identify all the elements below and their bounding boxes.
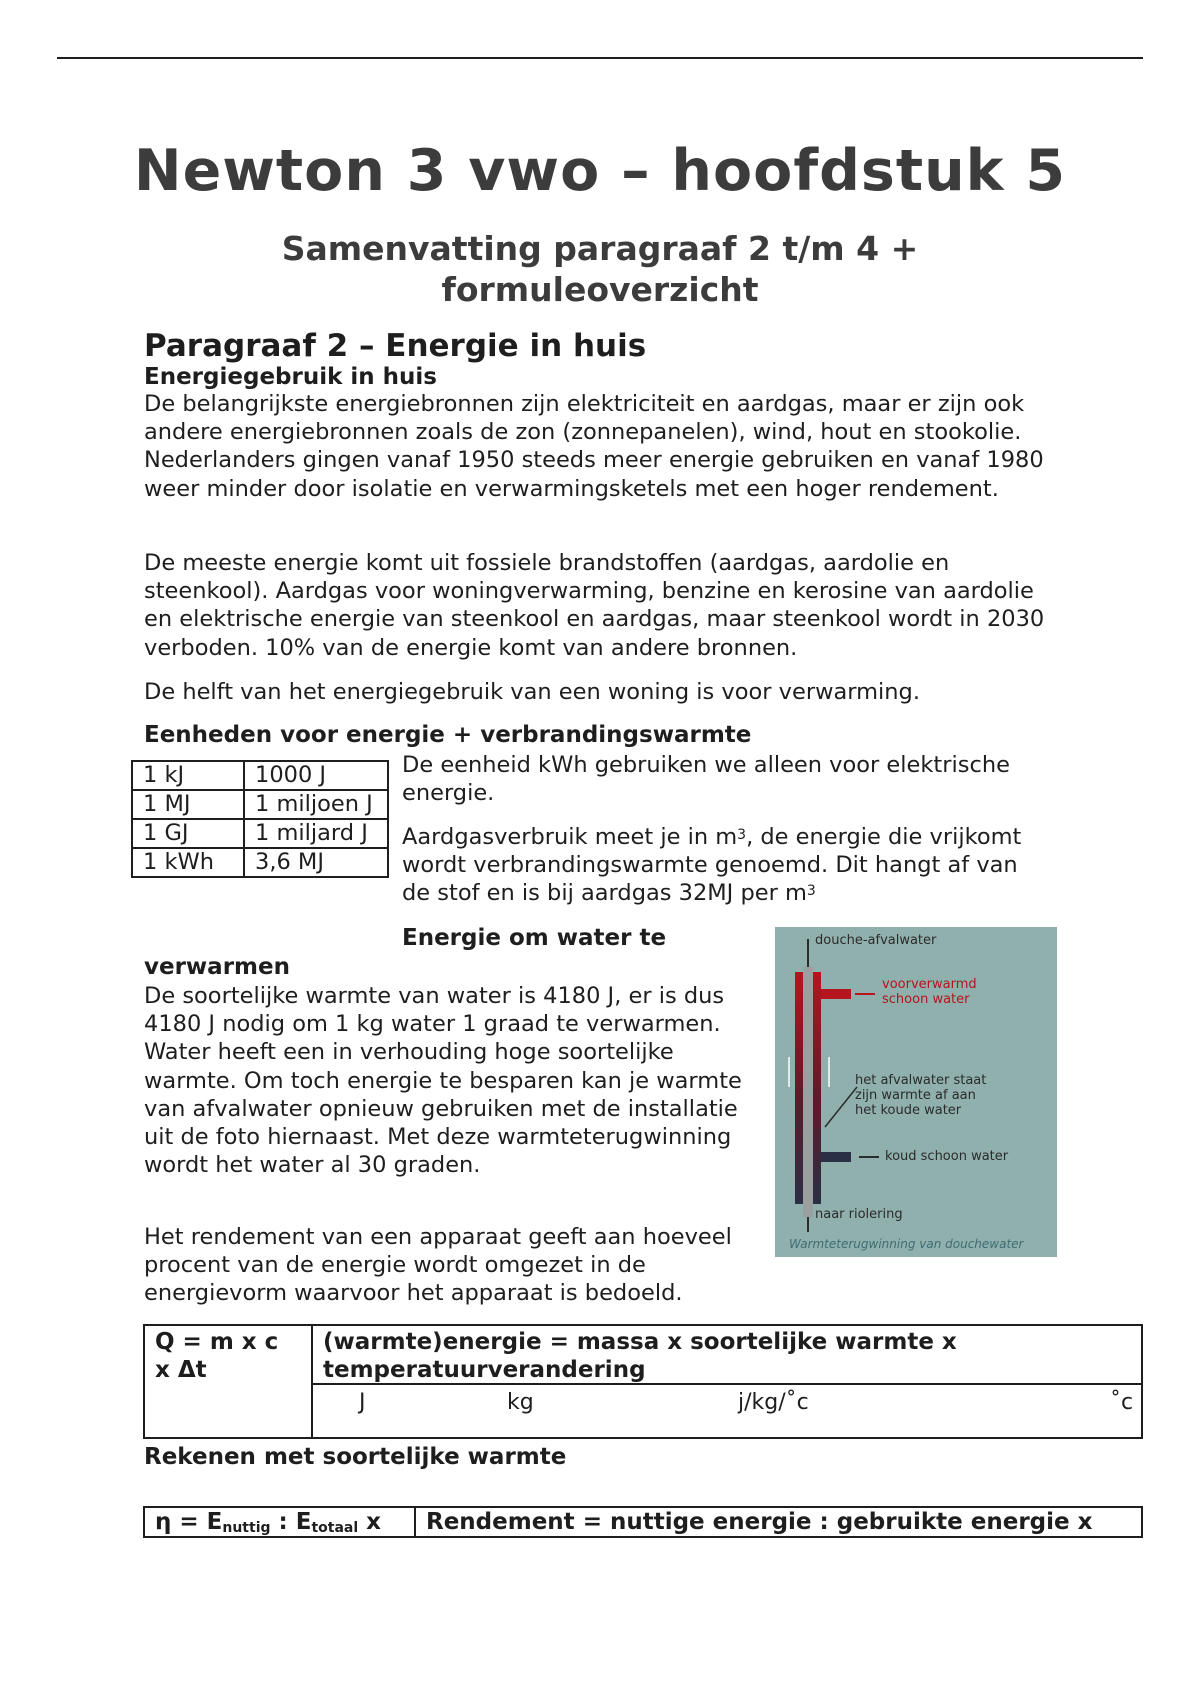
paragraph-2-heading: Paragraaf 2 – Energie in huis [144,328,647,364]
heating-text: De helft van het energiegebruik van een woning is voor verwarming. [144,679,920,705]
efficiency-formula-words: Rendement = nuttige energie : gebruikte energie x [426,1509,1093,1535]
unit-specific-heat: j/kg/˚c [738,1390,809,1415]
table-row [132,848,388,877]
heating-block [144,678,1064,706]
label-shower-waste: douche-afvalwater [815,933,937,948]
heat-formula-table [143,1324,1143,1439]
gas-block [402,823,1042,908]
label-cold-water: koud schoon water [885,1149,1009,1164]
unit-cell: 1 GJ [132,819,244,848]
colon-text: : E [270,1509,312,1535]
photo-caption: Warmteterugwinning van douchewater [789,1237,1024,1251]
calc-specific-heat-heading: Rekenen met soortelijke warmte [144,1444,567,1470]
label-transfer: het afvalwater staat zijn warmte af aan het koude water [855,1073,987,1118]
water-heating-heading [144,924,754,982]
units-table [131,760,389,878]
page-title: Newton 3 vwo – hoofdstuk 5 [133,138,1067,204]
fossil-text: De meeste energie komt uit fossiele brandstoffen (aardgas, aardolie en steenkool). Aardgas voor woningverwarming, benzine en kerosine van aardolie en elektrische energie van steenkool en aardgas, maar steenkool wordt in 2030 verboden. 10% van de energie komt van andere bronnen. [144,550,1045,661]
unit-cell: 1 kJ [132,761,244,790]
superscript-3: 3 [806,883,816,900]
heat-formula-symbols: Q = m x c x Δt [145,1326,313,1437]
kwh-text: De eenheid kWh gebruiken we alleen voor elektrische energie. [402,752,1010,807]
superscript-3: 3 [737,827,747,843]
label-sewer: naar riolering [815,1207,903,1222]
units-heading-block [144,722,1064,748]
subscript-totaal: totaal [311,1520,359,1536]
top-rule [57,57,1143,59]
table-row [132,761,388,790]
water-heating-heading-text: Energie om water te verwarmen [144,925,667,980]
heat-formula-words: (warmte)energie = massa x soortelijke warmte x temperatuurverandering [313,1326,1141,1385]
page-subtitle: Samenvatting paragraaf 2 t/m 4 + formuleoverzicht [281,229,919,309]
kwh-block [402,751,1062,807]
unit-degrees: ˚c [1110,1390,1134,1415]
unit-cell: 1 kWh [132,848,244,877]
energy-use-block [144,364,1064,503]
value-cell: 1000 J [244,761,388,790]
times-text: x [358,1509,381,1535]
gas-text-a: Aardgasverbruik meet je in m [402,824,738,850]
table-row [132,819,388,848]
value-cell: 1 miljard J [244,819,388,848]
water-heating-block [144,924,754,1179]
table-row [132,790,388,819]
unit-kg: kg [507,1390,534,1415]
subscript-nuttig: nuttig [222,1520,271,1536]
value-cell: 3,6 MJ [244,848,388,877]
energy-use-text: De belangrijkste energiebronnen zijn elektriciteit en aardgas, maar er zijn ook andere energiebronnen zoals de zon (zonnepanelen), wind, hout en stookolie. Nederlanders gingen vanaf 1950 steeds meer energie gebruiken en vanaf 1980 weer minder door isolatie en verwarmingsketels met een hoger rendement. [144,391,1044,502]
efficiency-text: Het rendement van een apparaat geeft aan hoeveel procent van de energie wordt omgezet in de energievorm waarvoor het apparaat is bedoeld. [144,1224,732,1307]
efficiency-formula-table [143,1506,1143,1538]
gas-text-b: , de energie die vrijkomt wordt verbrandingswarmte genoemd. Dit hangt af van de stof en is bij aardgas 32MJ per m [402,824,1022,907]
section-heading [144,328,1064,364]
gas-text [402,823,1042,908]
water-heating-text: De soortelijke warmte van water is 4180 J, er is dus 4180 J nodig om 1 kg water 1 graad te verwarmen. Water heeft een in verhouding hoge soortelijke warmte. Om toch energie te besparen kan je warmte van afvalwater opnieuw gebruiken met de installatie uit de foto hiernaast. Met deze warmteterugwinning wordt het water al 30 graden. [144,983,742,1179]
fossil-block [144,549,1064,662]
heat-recovery-photo [775,927,1057,1257]
eta-text: η = E [155,1509,223,1535]
value-cell: 1 miljoen J [244,790,388,819]
efficiency-block [144,1223,774,1308]
unit-joule: J [359,1390,366,1415]
units-heading: Eenheden voor energie + verbrandingswarmte [144,722,752,748]
label-preheated: voorverwarmd schoon water [882,977,977,1007]
unit-cell: 1 MJ [132,790,244,819]
efficiency-formula-symbols [145,1508,416,1536]
calc-heading-block [144,1444,1064,1470]
energy-use-heading: Energiegebruik in huis [144,364,437,390]
